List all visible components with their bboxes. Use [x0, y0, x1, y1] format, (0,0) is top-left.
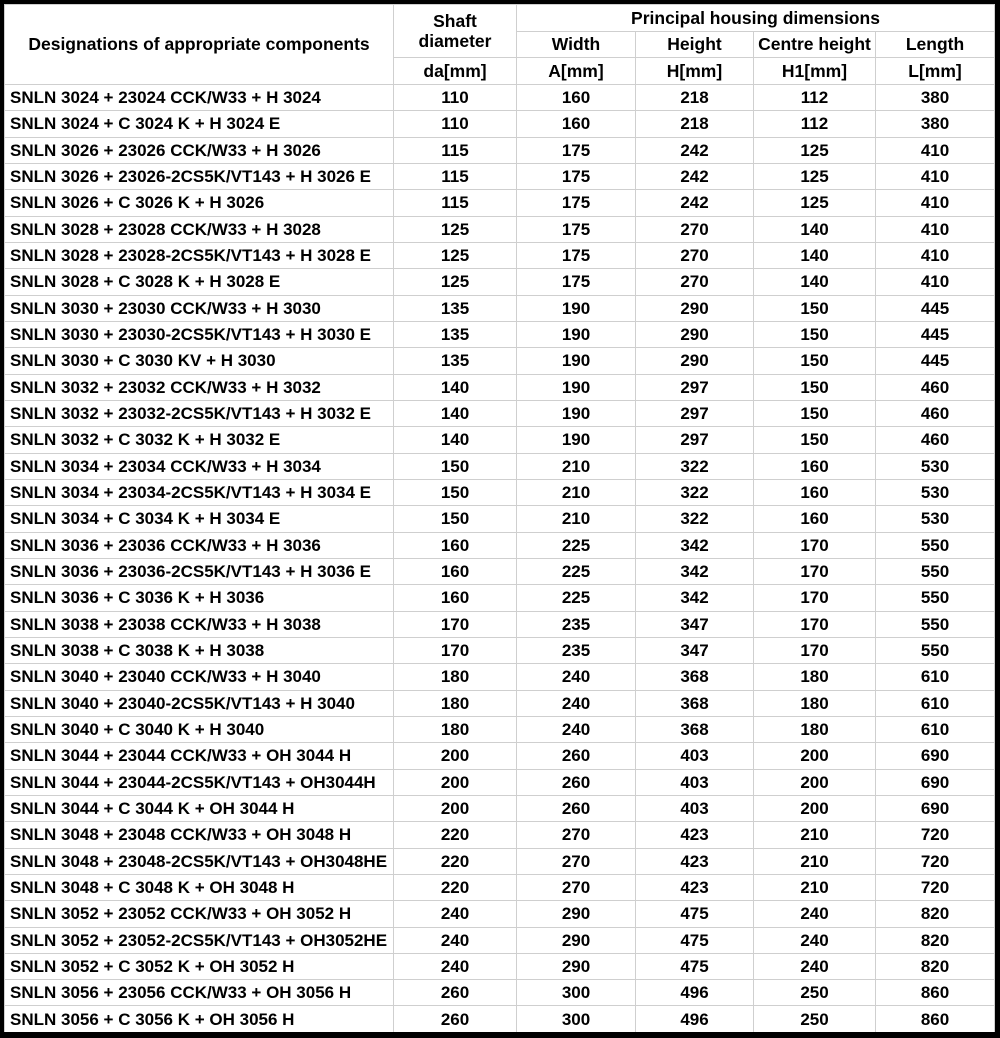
- value-cell: 150: [754, 427, 876, 453]
- designation-cell: SNLN 3028 + C 3028 K + H 3028 E: [5, 269, 394, 295]
- value-cell: 150: [394, 479, 517, 505]
- value-cell: 410: [876, 190, 995, 216]
- value-cell: 115: [394, 163, 517, 189]
- value-cell: 140: [754, 216, 876, 242]
- designation-cell: SNLN 3040 + 23040 CCK/W33 + H 3040: [5, 664, 394, 690]
- designation-cell: SNLN 3028 + 23028-2CS5K/VT143 + H 3028 E: [5, 242, 394, 268]
- value-cell: 175: [517, 137, 636, 163]
- value-cell: 460: [876, 400, 995, 426]
- value-cell: 260: [517, 743, 636, 769]
- value-cell: 530: [876, 479, 995, 505]
- value-cell: 225: [517, 532, 636, 558]
- value-cell: 242: [636, 163, 754, 189]
- designation-cell: SNLN 3030 + 23030 CCK/W33 + H 3030: [5, 295, 394, 321]
- value-cell: 270: [636, 269, 754, 295]
- value-cell: 170: [394, 611, 517, 637]
- value-cell: 170: [394, 637, 517, 663]
- value-cell: 475: [636, 953, 754, 979]
- value-cell: 550: [876, 637, 995, 663]
- value-cell: 460: [876, 374, 995, 400]
- value-cell: 368: [636, 664, 754, 690]
- value-cell: 112: [754, 111, 876, 137]
- header-width: Width: [517, 32, 636, 58]
- value-cell: 445: [876, 321, 995, 347]
- table-row: [5, 980, 995, 1006]
- header-principal-housing-dimensions: Principal housing dimensions: [517, 5, 995, 32]
- value-cell: 175: [517, 163, 636, 189]
- value-cell: 820: [876, 901, 995, 927]
- value-cell: 445: [876, 295, 995, 321]
- value-cell: 290: [517, 953, 636, 979]
- value-cell: 820: [876, 953, 995, 979]
- table-row: [5, 216, 995, 242]
- value-cell: 368: [636, 716, 754, 742]
- value-cell: 423: [636, 874, 754, 900]
- designation-cell: SNLN 3032 + 23032 CCK/W33 + H 3032: [5, 374, 394, 400]
- table-row: [5, 190, 995, 216]
- value-cell: 496: [636, 980, 754, 1006]
- value-cell: 403: [636, 743, 754, 769]
- value-cell: 260: [517, 769, 636, 795]
- value-cell: 170: [754, 558, 876, 584]
- value-cell: 160: [754, 453, 876, 479]
- value-cell: 690: [876, 743, 995, 769]
- value-cell: 180: [754, 690, 876, 716]
- value-cell: 720: [876, 848, 995, 874]
- value-cell: 150: [754, 374, 876, 400]
- designation-cell: SNLN 3048 + 23048-2CS5K/VT143 + OH3048HE: [5, 848, 394, 874]
- designation-cell: SNLN 3056 + C 3056 K + OH 3056 H: [5, 1006, 394, 1032]
- table-row: [5, 822, 995, 848]
- value-cell: 220: [394, 822, 517, 848]
- value-cell: 218: [636, 111, 754, 137]
- value-cell: 260: [394, 980, 517, 1006]
- header-length-unit: L[mm]: [876, 58, 995, 85]
- value-cell: 140: [394, 400, 517, 426]
- value-cell: 210: [517, 479, 636, 505]
- value-cell: 220: [394, 874, 517, 900]
- value-cell: 720: [876, 874, 995, 900]
- value-cell: 180: [394, 690, 517, 716]
- value-cell: 150: [754, 400, 876, 426]
- designation-cell: SNLN 3030 + C 3030 KV + H 3030: [5, 348, 394, 374]
- value-cell: 200: [394, 795, 517, 821]
- value-cell: 160: [517, 85, 636, 111]
- value-cell: 180: [394, 716, 517, 742]
- value-cell: 235: [517, 637, 636, 663]
- table-row: [5, 927, 995, 953]
- value-cell: 200: [394, 743, 517, 769]
- designation-cell: SNLN 3044 + C 3044 K + OH 3044 H: [5, 795, 394, 821]
- value-cell: 240: [754, 927, 876, 953]
- table-row: [5, 664, 995, 690]
- header-shaft-diameter: Shaft diameter: [394, 5, 517, 58]
- value-cell: 218: [636, 85, 754, 111]
- value-cell: 220: [394, 848, 517, 874]
- table-body: [5, 85, 995, 1033]
- value-cell: 140: [754, 242, 876, 268]
- designation-cell: SNLN 3036 + 23036-2CS5K/VT143 + H 3036 E: [5, 558, 394, 584]
- value-cell: 210: [754, 822, 876, 848]
- value-cell: 240: [517, 690, 636, 716]
- value-cell: 190: [517, 400, 636, 426]
- value-cell: 690: [876, 795, 995, 821]
- value-cell: 242: [636, 137, 754, 163]
- table-row: [5, 769, 995, 795]
- designation-cell: SNLN 3052 + C 3052 K + OH 3052 H: [5, 953, 394, 979]
- table-row: [5, 163, 995, 189]
- value-cell: 410: [876, 216, 995, 242]
- table-row: [5, 716, 995, 742]
- value-cell: 210: [754, 874, 876, 900]
- value-cell: 322: [636, 479, 754, 505]
- value-cell: 190: [517, 427, 636, 453]
- designation-cell: SNLN 3048 + C 3048 K + OH 3048 H: [5, 874, 394, 900]
- value-cell: 150: [754, 295, 876, 321]
- table-row: [5, 374, 995, 400]
- value-cell: 380: [876, 111, 995, 137]
- designation-cell: SNLN 3040 + C 3040 K + H 3040: [5, 716, 394, 742]
- table-row: [5, 848, 995, 874]
- value-cell: 170: [754, 611, 876, 637]
- value-cell: 140: [394, 374, 517, 400]
- header-length: Length: [876, 32, 995, 58]
- value-cell: 342: [636, 585, 754, 611]
- designation-cell: SNLN 3036 + C 3036 K + H 3036: [5, 585, 394, 611]
- value-cell: 550: [876, 611, 995, 637]
- designation-cell: SNLN 3036 + 23036 CCK/W33 + H 3036: [5, 532, 394, 558]
- value-cell: 270: [517, 848, 636, 874]
- value-cell: 190: [517, 321, 636, 347]
- value-cell: 170: [754, 637, 876, 663]
- designation-cell: SNLN 3032 + C 3032 K + H 3032 E: [5, 427, 394, 453]
- designation-cell: SNLN 3044 + 23044 CCK/W33 + OH 3044 H: [5, 743, 394, 769]
- value-cell: 160: [394, 585, 517, 611]
- value-cell: 190: [517, 348, 636, 374]
- value-cell: 403: [636, 795, 754, 821]
- table-row: [5, 321, 995, 347]
- value-cell: 347: [636, 637, 754, 663]
- value-cell: 260: [517, 795, 636, 821]
- table-row: [5, 874, 995, 900]
- designation-cell: SNLN 3038 + 23038 CCK/W33 + H 3038: [5, 611, 394, 637]
- value-cell: 160: [394, 532, 517, 558]
- value-cell: 160: [754, 479, 876, 505]
- value-cell: 170: [754, 532, 876, 558]
- header-row-1: [5, 5, 995, 32]
- value-cell: 322: [636, 453, 754, 479]
- table-row: [5, 585, 995, 611]
- designation-cell: SNLN 3034 + 23034-2CS5K/VT143 + H 3034 E: [5, 479, 394, 505]
- value-cell: 135: [394, 321, 517, 347]
- table-row: [5, 558, 995, 584]
- value-cell: 550: [876, 558, 995, 584]
- value-cell: 270: [636, 216, 754, 242]
- value-cell: 250: [754, 980, 876, 1006]
- value-cell: 240: [754, 953, 876, 979]
- designation-cell: SNLN 3026 + C 3026 K + H 3026: [5, 190, 394, 216]
- table-row: [5, 111, 995, 137]
- value-cell: 180: [754, 664, 876, 690]
- value-cell: 445: [876, 348, 995, 374]
- value-cell: 530: [876, 453, 995, 479]
- table-row: [5, 453, 995, 479]
- value-cell: 690: [876, 769, 995, 795]
- value-cell: 200: [754, 769, 876, 795]
- value-cell: 125: [754, 190, 876, 216]
- value-cell: 475: [636, 927, 754, 953]
- designation-cell: SNLN 3032 + 23032-2CS5K/VT143 + H 3032 E: [5, 400, 394, 426]
- value-cell: 290: [517, 927, 636, 953]
- value-cell: 290: [636, 348, 754, 374]
- value-cell: 235: [517, 611, 636, 637]
- value-cell: 550: [876, 585, 995, 611]
- value-cell: 240: [394, 927, 517, 953]
- value-cell: 496: [636, 1006, 754, 1032]
- value-cell: 410: [876, 242, 995, 268]
- table-row: [5, 242, 995, 268]
- value-cell: 322: [636, 506, 754, 532]
- table-row: [5, 427, 995, 453]
- value-cell: 160: [754, 506, 876, 532]
- designation-cell: SNLN 3052 + 23052-2CS5K/VT143 + OH3052HE: [5, 927, 394, 953]
- value-cell: 175: [517, 269, 636, 295]
- table-row: [5, 479, 995, 505]
- designation-cell: SNLN 3044 + 23044-2CS5K/VT143 + OH3044H: [5, 769, 394, 795]
- value-cell: 297: [636, 374, 754, 400]
- value-cell: 110: [394, 85, 517, 111]
- value-cell: 240: [517, 716, 636, 742]
- table-row: [5, 400, 995, 426]
- value-cell: 720: [876, 822, 995, 848]
- value-cell: 290: [636, 321, 754, 347]
- value-cell: 860: [876, 980, 995, 1006]
- value-cell: 200: [754, 743, 876, 769]
- table-row: [5, 506, 995, 532]
- value-cell: 160: [517, 111, 636, 137]
- value-cell: 290: [517, 901, 636, 927]
- value-cell: 140: [754, 269, 876, 295]
- value-cell: 403: [636, 769, 754, 795]
- designation-cell: SNLN 3034 + 23034 CCK/W33 + H 3034: [5, 453, 394, 479]
- designation-cell: SNLN 3052 + 23052 CCK/W33 + OH 3052 H: [5, 901, 394, 927]
- value-cell: 225: [517, 585, 636, 611]
- value-cell: 125: [394, 269, 517, 295]
- value-cell: 180: [754, 716, 876, 742]
- value-cell: 240: [394, 901, 517, 927]
- designation-cell: SNLN 3026 + 23026 CCK/W33 + H 3026: [5, 137, 394, 163]
- value-cell: 297: [636, 427, 754, 453]
- value-cell: 610: [876, 716, 995, 742]
- value-cell: 242: [636, 190, 754, 216]
- value-cell: 342: [636, 532, 754, 558]
- value-cell: 610: [876, 664, 995, 690]
- value-cell: 175: [517, 216, 636, 242]
- value-cell: 270: [517, 822, 636, 848]
- designation-cell: SNLN 3024 + C 3024 K + H 3024 E: [5, 111, 394, 137]
- value-cell: 115: [394, 190, 517, 216]
- table-row: [5, 348, 995, 374]
- value-cell: 175: [517, 190, 636, 216]
- table-row: [5, 137, 995, 163]
- value-cell: 170: [754, 585, 876, 611]
- value-cell: 550: [876, 532, 995, 558]
- header-centre-height-unit: H1[mm]: [754, 58, 876, 85]
- value-cell: 410: [876, 269, 995, 295]
- value-cell: 347: [636, 611, 754, 637]
- value-cell: 475: [636, 901, 754, 927]
- value-cell: 410: [876, 163, 995, 189]
- value-cell: 860: [876, 1006, 995, 1032]
- table-row: [5, 901, 995, 927]
- table-row: [5, 690, 995, 716]
- value-cell: 410: [876, 137, 995, 163]
- value-cell: 110: [394, 111, 517, 137]
- value-cell: 160: [394, 558, 517, 584]
- header-height: Height: [636, 32, 754, 58]
- value-cell: 530: [876, 506, 995, 532]
- value-cell: 270: [636, 242, 754, 268]
- designation-cell: SNLN 3048 + 23048 CCK/W33 + OH 3048 H: [5, 822, 394, 848]
- value-cell: 240: [754, 901, 876, 927]
- designation-cell: SNLN 3034 + C 3034 K + H 3034 E: [5, 506, 394, 532]
- designation-cell: SNLN 3026 + 23026-2CS5K/VT143 + H 3026 E: [5, 163, 394, 189]
- value-cell: 190: [517, 295, 636, 321]
- value-cell: 260: [394, 1006, 517, 1032]
- header-shaft-unit: da[mm]: [394, 58, 517, 85]
- value-cell: 820: [876, 927, 995, 953]
- value-cell: 240: [517, 664, 636, 690]
- value-cell: 135: [394, 295, 517, 321]
- value-cell: 300: [517, 1006, 636, 1032]
- value-cell: 210: [754, 848, 876, 874]
- value-cell: 210: [517, 506, 636, 532]
- designation-cell: SNLN 3024 + 23024 CCK/W33 + H 3024: [5, 85, 394, 111]
- designation-cell: SNLN 3056 + 23056 CCK/W33 + OH 3056 H: [5, 980, 394, 1006]
- header-designations: Designations of appropriate components: [5, 5, 394, 85]
- table-row: [5, 295, 995, 321]
- table-row: [5, 532, 995, 558]
- table-row: [5, 953, 995, 979]
- value-cell: 368: [636, 690, 754, 716]
- value-cell: 423: [636, 822, 754, 848]
- value-cell: 140: [394, 427, 517, 453]
- table-row: [5, 795, 995, 821]
- value-cell: 200: [394, 769, 517, 795]
- designation-cell: SNLN 3028 + 23028 CCK/W33 + H 3028: [5, 216, 394, 242]
- value-cell: 342: [636, 558, 754, 584]
- value-cell: 290: [636, 295, 754, 321]
- value-cell: 250: [754, 1006, 876, 1032]
- value-cell: 180: [394, 664, 517, 690]
- value-cell: 150: [394, 506, 517, 532]
- designation-cell: SNLN 3030 + 23030-2CS5K/VT143 + H 3030 E: [5, 321, 394, 347]
- value-cell: 200: [754, 795, 876, 821]
- value-cell: 115: [394, 137, 517, 163]
- designation-cell: SNLN 3038 + C 3038 K + H 3038: [5, 637, 394, 663]
- value-cell: 150: [394, 453, 517, 479]
- value-cell: 190: [517, 374, 636, 400]
- table-row: [5, 85, 995, 111]
- table-row: [5, 637, 995, 663]
- value-cell: 460: [876, 427, 995, 453]
- table-row: [5, 743, 995, 769]
- header-width-unit: A[mm]: [517, 58, 636, 85]
- table-header: [5, 5, 995, 85]
- table-row: [5, 269, 995, 295]
- value-cell: 225: [517, 558, 636, 584]
- header-height-unit: H[mm]: [636, 58, 754, 85]
- designation-cell: SNLN 3040 + 23040-2CS5K/VT143 + H 3040: [5, 690, 394, 716]
- dimension-table: [4, 4, 995, 1033]
- value-cell: 380: [876, 85, 995, 111]
- value-cell: 125: [754, 163, 876, 189]
- value-cell: 210: [517, 453, 636, 479]
- value-cell: 150: [754, 321, 876, 347]
- value-cell: 135: [394, 348, 517, 374]
- value-cell: 125: [394, 242, 517, 268]
- value-cell: 300: [517, 980, 636, 1006]
- value-cell: 240: [394, 953, 517, 979]
- value-cell: 150: [754, 348, 876, 374]
- value-cell: 125: [394, 216, 517, 242]
- table-row: [5, 1006, 995, 1032]
- value-cell: 125: [754, 137, 876, 163]
- value-cell: 112: [754, 85, 876, 111]
- value-cell: 610: [876, 690, 995, 716]
- header-centre-height: Centre height: [754, 32, 876, 58]
- value-cell: 297: [636, 400, 754, 426]
- value-cell: 423: [636, 848, 754, 874]
- value-cell: 270: [517, 874, 636, 900]
- value-cell: 175: [517, 242, 636, 268]
- table-row: [5, 611, 995, 637]
